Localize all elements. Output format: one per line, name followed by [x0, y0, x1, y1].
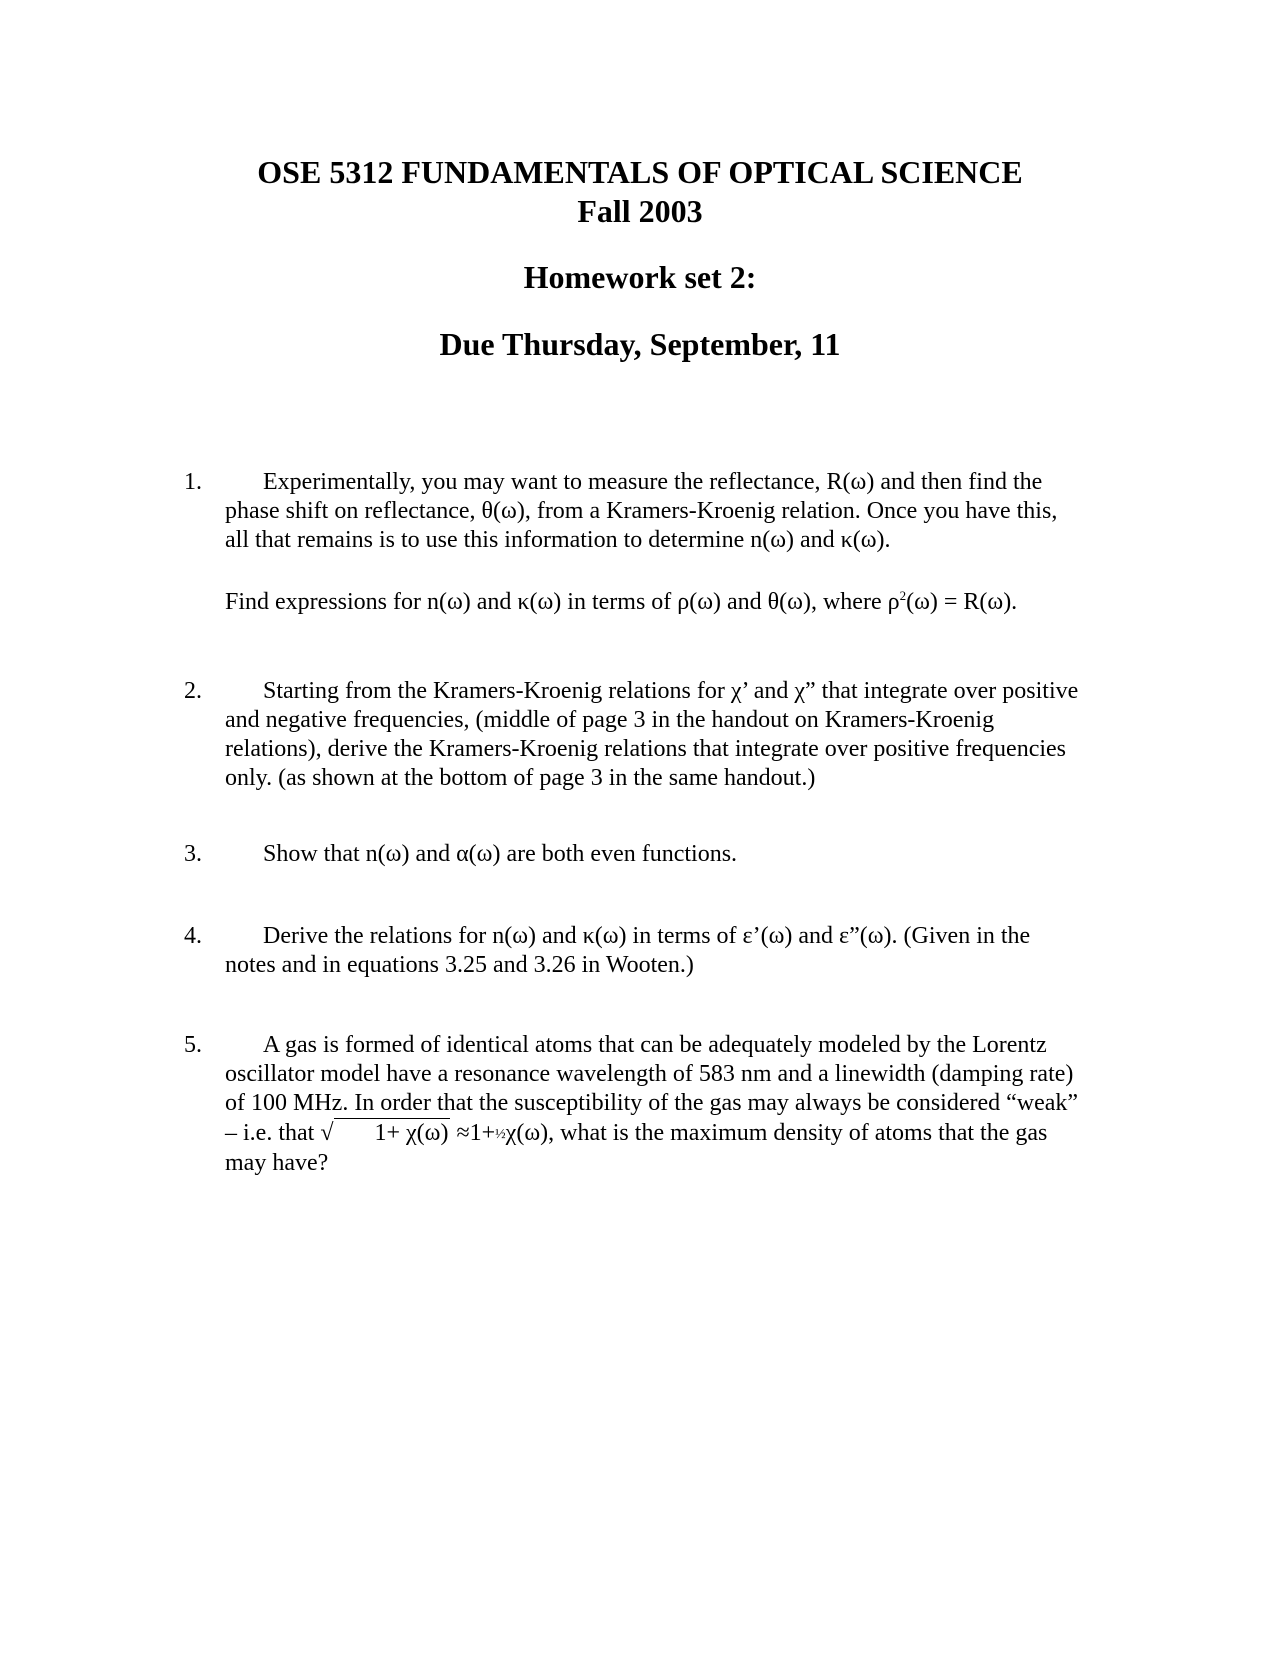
problem-number: 2. — [184, 678, 202, 704]
due-date: Due Thursday, September, 11 — [439, 326, 841, 362]
course-title: OSE 5312 FUNDAMENTALS OF OPTICAL SCIENCE — [257, 154, 1023, 190]
problem-text-2: Find expressions for n(ω) and κ(ω) in terms of ρ(ω) and θ(ω), where $\rho^2(\omega) = R(\omega)$. — [225, 588, 1018, 615]
problem-5 — [184, 1031, 1084, 1178]
homework-set-title: Homework set 2: — [523, 259, 757, 295]
problem-text: Derive the relations for n(ω) and κ(ω) in terms of ε’(ω) and ε”(ω). (Given in the notes and in equations 3.25 and 3.26 in Wooten.) — [225, 923, 1031, 978]
problem-number: 5. — [184, 1032, 202, 1058]
problem-text: Experimentally, you may want to measure the reflectance, R(ω) and then find the phase shift on reflectance, θ(ω), from a Kramers-Kroenig relation. Once you have this, all that remains is to use this information to determine n(ω) and κ(ω). — [225, 469, 1058, 553]
half-fraction: ½ — [495, 1127, 506, 1142]
problem-text: Starting from the Kramers-Kroenig relations for χ’ and χ” that integrate over positive and negative frequencies, (middle of page 3 in the handout on Kramers-Kroenig relations), derive the Kramers-Kroenig relations that integrate over positive frequencies only. (as shown at the bottom of page 3 in the same handout.) — [225, 678, 1079, 791]
problem-text: Show that n(ω) and α(ω) are both even functions. — [263, 841, 738, 867]
sqrt-content: 1+ χ(ω) — [334, 1118, 450, 1148]
term: Fall 2003 — [577, 193, 703, 229]
problem-3 — [184, 840, 1084, 869]
problem-1 — [184, 468, 1084, 617]
problem-2 — [184, 677, 1084, 793]
problem-number: 1. — [184, 469, 202, 495]
problem-number: 4. — [184, 923, 202, 949]
problem-number: 3. — [184, 841, 202, 867]
problem-text: A gas is formed of identical atoms that can be adequately modeled by the Lorentz oscillator model have a resonance wavelength of 583 nm and a linewidth (damping rate) of 100 MHz. In order that the susceptibility of the gas may always be considered “weak” – i.e. that √ 1+ χ(ω) ≈1+½χ(ω), what is the maximum density of atoms that the gas may have? — [225, 1032, 1079, 1176]
sqrt-sign: √ — [320, 1120, 334, 1146]
problem-4 — [184, 922, 1084, 980]
